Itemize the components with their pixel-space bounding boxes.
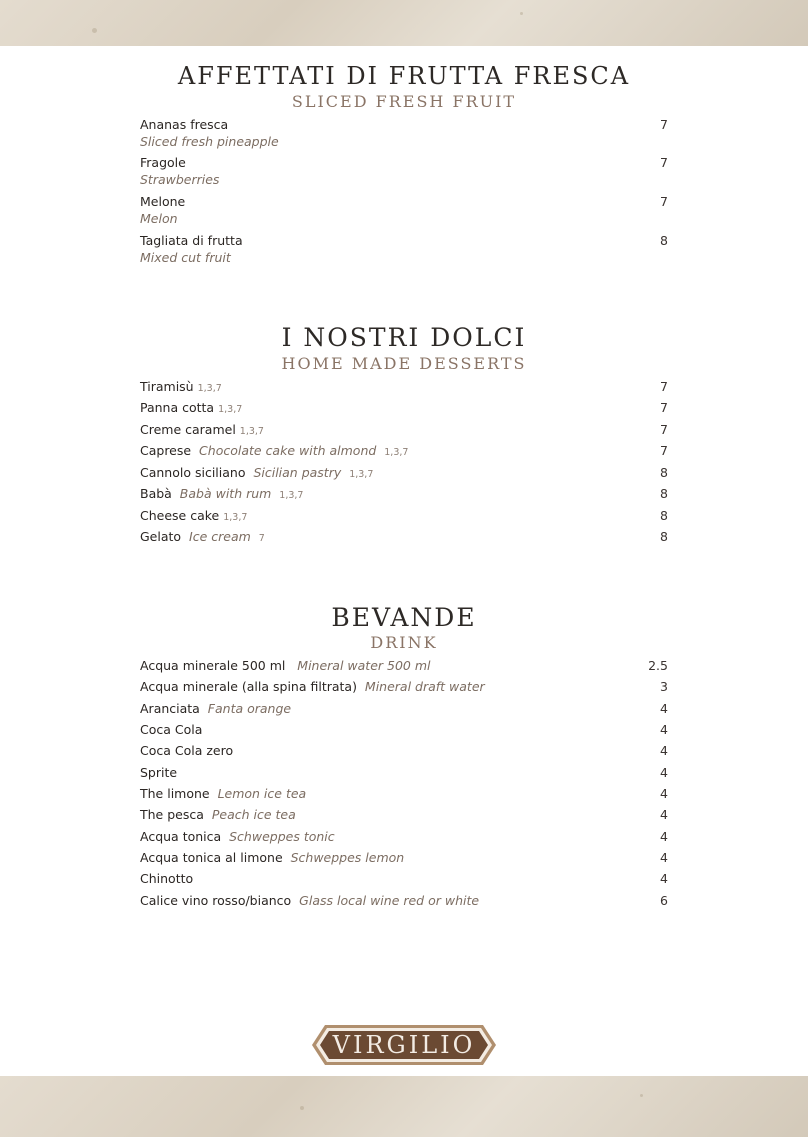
item-english: Fanta orange [207, 701, 292, 716]
item-english: Peach ice tea [211, 807, 296, 822]
item-price: 4 [660, 743, 668, 758]
item-english: Melon [140, 211, 178, 226]
drinks-section-subtitle: DRINK [370, 633, 438, 652]
menu-item [140, 765, 668, 781]
top-paper-band [0, 0, 808, 46]
item-english: Sicilian pastry [253, 465, 342, 480]
menu-item [140, 233, 668, 249]
item-price: 4 [660, 807, 668, 822]
item-name: Sprite [140, 765, 178, 780]
menu-item [140, 422, 668, 440]
item-price: 3 [660, 679, 668, 694]
item-name: Gelato [140, 529, 182, 544]
menu-item [140, 701, 668, 717]
item-price: 7 [660, 155, 668, 170]
item-name: Calice vino rosso/bianco [140, 893, 292, 908]
menu-item [140, 679, 668, 695]
drinks-section-title: BEVANDE [331, 603, 477, 632]
item-name: Melone [140, 194, 186, 209]
menu-item [140, 829, 668, 845]
menu-item [140, 155, 668, 171]
item-english: Mineral draft water [364, 679, 485, 694]
item-name: Chinotto [140, 871, 194, 886]
menu-item [140, 486, 668, 504]
menu-item [140, 807, 668, 823]
item-allergens: 1,3,7 [239, 426, 264, 437]
menu-item [140, 194, 668, 210]
item-price: 7 [660, 400, 668, 415]
item-price: 8 [660, 529, 668, 544]
fruit-section-title: AFFETTATI DI FRUTTA FRESCA [177, 62, 631, 90]
item-english: Lemon ice tea [217, 786, 307, 801]
menu-item [140, 465, 668, 483]
item-price: 7 [660, 422, 668, 437]
menu-item [140, 508, 668, 526]
menu-item [140, 786, 668, 802]
menu-item [140, 400, 668, 418]
item-allergens: 1,3,7 [349, 469, 374, 480]
item-name: Tagliata di frutta [140, 233, 243, 248]
item-allergens: 1,3,7 [218, 404, 243, 415]
bottom-paper-band [0, 1076, 808, 1137]
item-english: Sliced fresh pineapple [140, 134, 279, 149]
item-price: 4 [660, 765, 668, 780]
item-name: Creme caramel [140, 422, 236, 437]
item-name: Acqua tonica [140, 829, 222, 844]
item-english: Schweppes tonic [229, 829, 335, 844]
item-name: The limone [140, 786, 210, 801]
item-english: Mineral water 500 ml [297, 658, 431, 673]
item-price: 6 [660, 893, 668, 908]
item-name: Caprese [140, 443, 192, 458]
item-price: 7 [660, 194, 668, 209]
item-english: Babà with rum [179, 486, 272, 501]
item-name: Ananas fresca [140, 117, 229, 132]
item-price: 4 [660, 850, 668, 865]
item-name: Acqua tonica al limone [140, 850, 283, 865]
item-allergens: 7 [258, 533, 265, 544]
menu-item [140, 658, 668, 674]
menu-item [140, 871, 668, 887]
item-allergens: 1,3,7 [384, 447, 409, 458]
virgilio-logo [311, 1024, 497, 1066]
logo-text: VIRGILIO [332, 1031, 476, 1059]
item-name: Acqua minerale (alla spina filtrata) [140, 679, 357, 694]
item-name: Cannolo siciliano [140, 465, 246, 480]
item-name: Panna cotta [140, 400, 215, 415]
item-name: Coca Cola zero [140, 743, 234, 758]
desserts-section-subtitle: HOME MADE DESSERTS [281, 354, 527, 373]
item-price: 4 [660, 871, 668, 886]
fruit-section-subtitle: SLICED FRESH FRUIT [291, 92, 517, 111]
item-price: 7 [660, 443, 668, 458]
item-price: 4 [660, 701, 668, 716]
item-allergens: 1,3,7 [223, 512, 248, 523]
item-name: The pesca [140, 807, 204, 822]
item-english: Strawberries [140, 172, 220, 187]
item-name: Acqua minerale 500 ml [140, 658, 286, 673]
item-name: Cheese cake [140, 508, 220, 523]
item-allergens: 1,3,7 [197, 383, 222, 394]
item-price: 7 [660, 117, 668, 132]
menu-item [140, 379, 668, 397]
item-english: Ice cream [189, 529, 251, 544]
menu-item [140, 850, 668, 866]
item-english: Glass local wine red or white [299, 893, 480, 908]
menu-item [140, 743, 668, 759]
item-price: 8 [660, 486, 668, 501]
item-price: 4 [660, 722, 668, 737]
menu-item [140, 893, 668, 909]
item-name: Coca Cola [140, 722, 203, 737]
menu-item [140, 443, 668, 461]
item-price: 7 [660, 379, 668, 394]
item-name: Fragole [140, 155, 186, 170]
item-price: 8 [660, 465, 668, 480]
item-name: Babà [140, 486, 172, 501]
item-english: Mixed cut fruit [140, 250, 231, 265]
desserts-section-title: I NOSTRI DOLCI [281, 323, 527, 352]
item-price: 4 [660, 786, 668, 801]
item-name: Aranciata [140, 701, 200, 716]
item-price: 8 [660, 508, 668, 523]
item-english: Chocolate cake with almond [199, 443, 377, 458]
item-english: Schweppes lemon [290, 850, 405, 865]
menu-item [140, 529, 668, 547]
menu-item [140, 722, 668, 738]
item-price: 4 [660, 829, 668, 844]
item-price: 2.5 [648, 658, 668, 673]
item-price: 8 [660, 233, 668, 248]
item-name: Tiramisù [140, 379, 194, 394]
menu-item [140, 117, 668, 133]
item-allergens: 1,3,7 [279, 490, 304, 501]
